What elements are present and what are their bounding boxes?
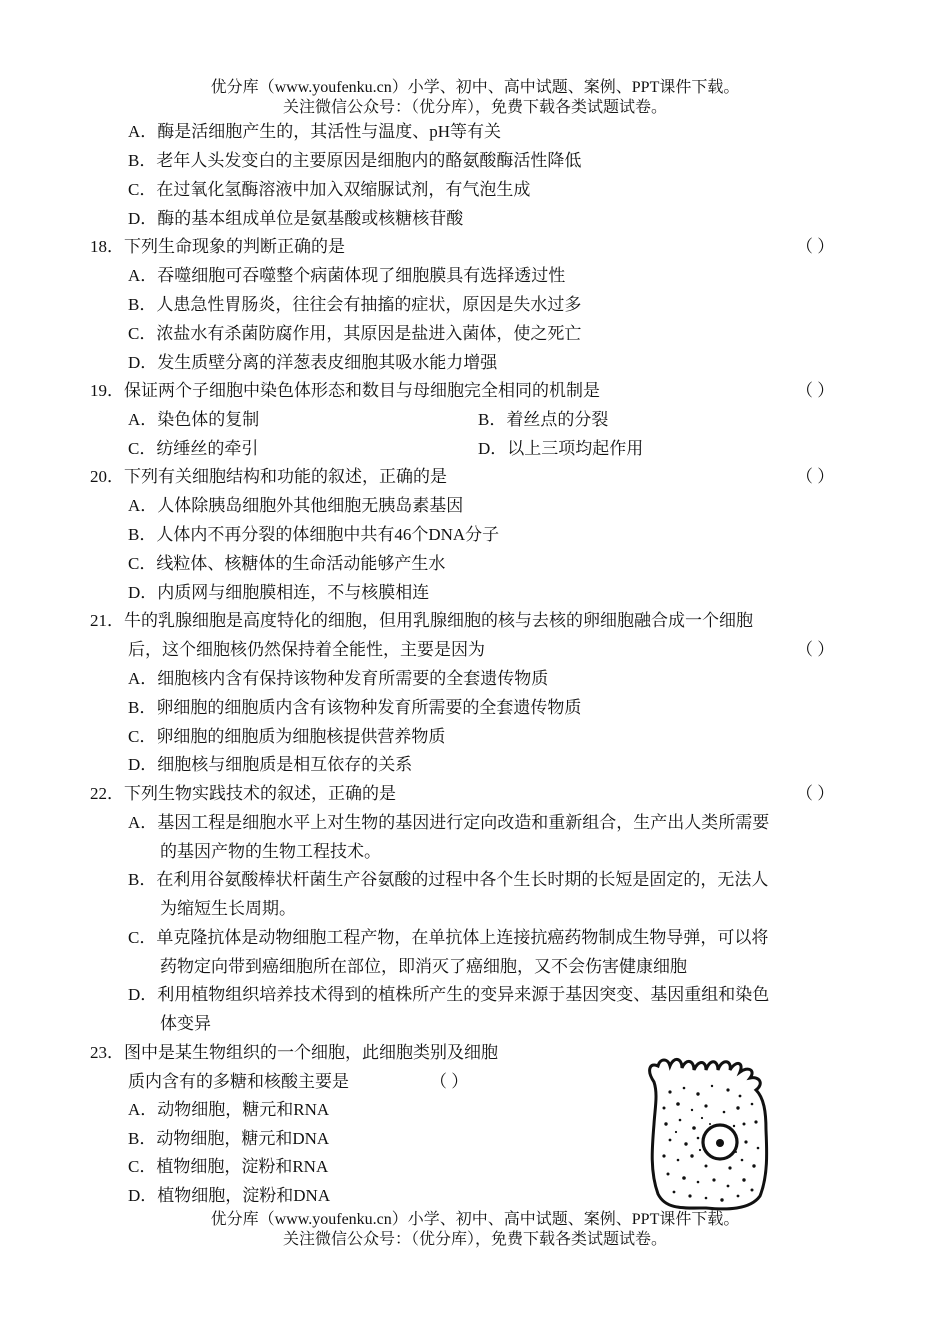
q19-option-a: A．染色体的复制 bbox=[128, 410, 260, 429]
q17-option-a: A．酶是活细胞产生的，其活性与温度、pH等有关 bbox=[128, 122, 502, 141]
nucleolus bbox=[716, 1139, 724, 1147]
q23-stem-line-1: 23．图中是某生物组织的一个细胞，此细胞类别及细胞 bbox=[90, 1043, 498, 1062]
q19-answer-blank: （ ） bbox=[796, 381, 835, 400]
q23-stem-line-2: 质内含有的多糖和核酸主要是 bbox=[128, 1072, 349, 1091]
q21-option-a: A．细胞核内含有保持该物种发育所需要的全套遗传物质 bbox=[128, 669, 549, 688]
q22-stem: 22．下列生物实践技术的叙述，正确的是 bbox=[90, 784, 396, 803]
q18-option-c: C．浓盐水有杀菌防腐作用，其原因是盐进入菌体，使之死亡 bbox=[128, 324, 582, 343]
q19-option-c: C．纺缍丝的牵引 bbox=[128, 439, 259, 458]
q19-option-b: B．着丝点的分裂 bbox=[478, 410, 609, 429]
q20-option-c: C．线粒体、核糖体的生命活动能够产生水 bbox=[128, 554, 446, 573]
q22-option-c-line-1: C．单克隆抗体是动物细胞工程产物，在单抗体上连接抗癌药物制成生物导弹，可以将 bbox=[128, 928, 769, 947]
q19-stem: 19．保证两个子细胞中染色体形态和数目与母细胞完全相同的机制是 bbox=[90, 381, 600, 400]
q23-option-a: A．动物细胞，糖元和RNA bbox=[128, 1100, 330, 1119]
q22-option-a-line-2: 的基因产物的生物工程技术。 bbox=[160, 842, 381, 861]
q22-option-a-line-1: A．基因工程是细胞水平上对生物的基因进行定向改造和重新组合，生产出人类所需要 bbox=[128, 813, 770, 832]
q21-option-d: D．细胞核与细胞质是相互依存的关系 bbox=[128, 755, 413, 774]
q18-answer-blank: （ ） bbox=[796, 237, 835, 256]
q21-stem-line-1: 21．牛的乳腺细胞是高度特化的细胞，但用乳腺细胞的核与去核的卵细胞融合成一个细胞 bbox=[90, 611, 753, 630]
cell-membrane bbox=[650, 1059, 767, 1209]
q18-stem: 18．下列生命现象的判断正确的是 bbox=[90, 237, 345, 256]
q22-option-d-line-1: D．利用植物组织培养技术得到的植株所产生的变异来源于基因突变、基因重组和染色 bbox=[128, 985, 770, 1004]
q23-answer-blank: （ ） bbox=[430, 1072, 469, 1091]
q22-option-b-line-2: 为缩短生长周期。 bbox=[160, 899, 296, 918]
q21-stem-line-2: 后，这个细胞核仍然保持着全能性，主要是因为 bbox=[128, 640, 485, 659]
q18-option-a: A．吞噬细胞可吞噬整个病菌体现了细胞膜具有选择透过性 bbox=[128, 266, 566, 285]
q22-answer-blank: （ ） bbox=[796, 784, 835, 803]
header-line-1: 优分库（www.youfenku.cn）小学、初中、高中试题、案例、PPT课件下载。 bbox=[210, 79, 740, 96]
q17-option-b: B．老年人头发变白的主要原因是细胞内的酪氨酸酶活性降低 bbox=[128, 151, 582, 170]
q22-option-d-line-2: 体变异 bbox=[160, 1014, 211, 1033]
q19-option-d: D．以上三项均起作用 bbox=[478, 439, 644, 458]
q17-option-d: D．酶的基本组成单位是氨基酸或核糖核苷酸 bbox=[128, 209, 464, 228]
q21-option-c: C．卵细胞的细胞质为细胞核提供营养物质 bbox=[128, 727, 446, 746]
q20-option-a: A．人体除胰岛细胞外其他细胞无胰岛素基因 bbox=[128, 496, 464, 515]
cell-illustration bbox=[640, 1052, 782, 1216]
q20-option-b: B．人体内不再分裂的体细胞中共有46个DNA分子 bbox=[128, 525, 500, 544]
cytoplasm-granules bbox=[662, 1085, 759, 1202]
q20-option-d: D．内质网与细胞膜相连，不与核膜相连 bbox=[128, 583, 430, 602]
q22-option-c-line-2: 药物定向带到癌细胞所在部位，即消灭了癌细胞，又不会伤害健康细胞 bbox=[160, 957, 687, 976]
footer-line-2: 关注微信公众号：（优分库），免费下载各类试题试卷。 bbox=[282, 1231, 667, 1248]
q20-stem: 20．下列有关细胞结构和功能的叙述，正确的是 bbox=[90, 467, 447, 486]
footer-line-1: 优分库（www.youfenku.cn）小学、初中、高中试题、案例、PPT课件下载。 bbox=[210, 1211, 740, 1228]
q20-answer-blank: （ ） bbox=[796, 467, 835, 486]
q21-option-b: B．卵细胞的细胞质内含有该物种发育所需要的全套遗传物质 bbox=[128, 698, 582, 717]
q18-option-b: B．人患急性胃肠炎，往往会有抽搐的症状，原因是失水过多 bbox=[128, 295, 582, 314]
q21-answer-blank: （ ） bbox=[796, 640, 835, 659]
q17-option-c: C．在过氧化氢酶溶液中加入双缩脲试剂，有气泡生成 bbox=[128, 180, 531, 199]
q23-option-c: C．植物细胞，淀粉和RNA bbox=[128, 1157, 329, 1176]
header-line-2: 关注微信公众号：（优分库），免费下载各类试题试卷。 bbox=[282, 99, 667, 116]
q18-option-d: D．发生质壁分离的洋葱表皮细胞其吸水能力增强 bbox=[128, 353, 498, 372]
q23-option-d: D．植物细胞，淀粉和DNA bbox=[128, 1186, 331, 1205]
q22-option-b-line-1: B．在利用谷氨酸棒状杆菌生产谷氨酸的过程中各个生长时期的长短是固定的，无法人 bbox=[128, 870, 769, 889]
q23-option-b: B．动物细胞，糖元和DNA bbox=[128, 1129, 330, 1148]
